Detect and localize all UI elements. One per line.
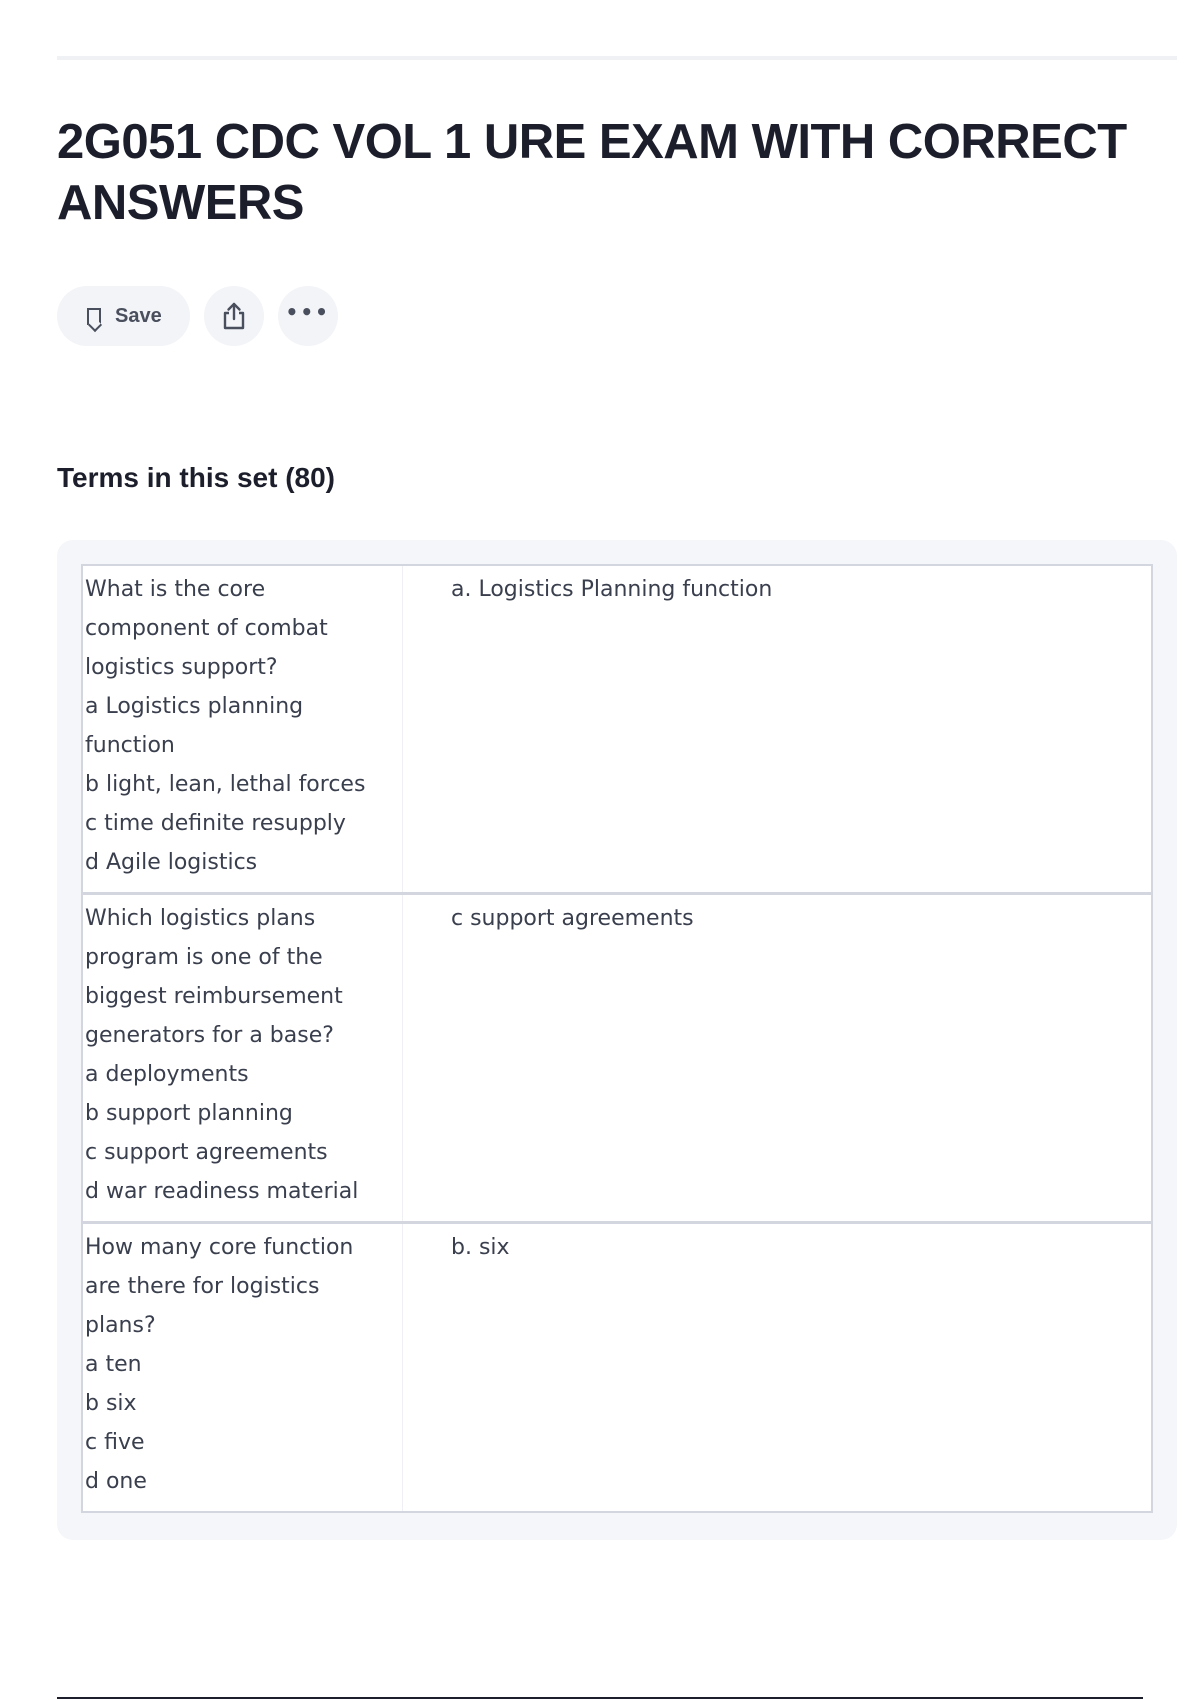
term-row[interactable] [83, 1224, 1151, 1511]
term-line: d one [85, 1469, 147, 1494]
term-row[interactable] [83, 895, 1151, 1224]
terms-table [81, 564, 1153, 1513]
term-answer [403, 1224, 1151, 1511]
answer-text: b. six [451, 1235, 510, 1260]
top-divider [57, 56, 1177, 60]
term-line: a Logistics planning [85, 694, 304, 719]
answer-text: c support agreements [451, 906, 694, 931]
term-answer [403, 566, 1151, 892]
term-line: generators for a base? [85, 1023, 334, 1048]
term-question [83, 566, 403, 892]
share-button[interactable] [204, 286, 264, 346]
save-label: Save [115, 304, 162, 327]
term-line: b support planning [85, 1101, 293, 1126]
term-line: c support agreements [85, 1140, 328, 1165]
terms-card [57, 540, 1177, 1540]
term-question [83, 1224, 403, 1511]
more-options-button[interactable] [278, 286, 338, 346]
term-line: c time definite resupply [85, 811, 346, 836]
term-line: b light, lean, lethal forces [85, 772, 366, 797]
term-line: c five [85, 1430, 145, 1455]
term-line: b six [85, 1391, 137, 1416]
bottom-divider [57, 1697, 1143, 1699]
save-button[interactable] [57, 286, 190, 346]
term-line: biggest reimbursement [85, 984, 343, 1009]
page-title: 2G051 CDC VOL 1 URE EXAM WITH CORRECT ANSWERS [57, 115, 1127, 230]
term-line: How many core function [85, 1235, 354, 1260]
bookmark-icon [87, 308, 101, 325]
share-icon [220, 301, 248, 331]
term-line: Which logistics plans [85, 906, 316, 931]
term-line: program is one of the [85, 945, 323, 970]
term-line: function [85, 733, 175, 758]
term-line: logistics support? [85, 655, 278, 680]
terms-heading: Terms in this set (80) [57, 462, 336, 493]
term-row[interactable] [83, 566, 1151, 895]
term-line: plans? [85, 1313, 156, 1338]
term-line: d Agile logistics [85, 850, 258, 875]
term-line: What is the core [85, 577, 266, 602]
term-question [83, 895, 403, 1221]
term-line: are there for logistics [85, 1274, 320, 1299]
answer-text: a. Logistics Planning function [451, 577, 773, 602]
term-answer [403, 895, 1151, 1221]
term-line: a ten [85, 1352, 142, 1377]
more-options-icon: ••• [285, 300, 330, 324]
term-line: component of combat [85, 616, 328, 641]
action-bar [57, 286, 338, 346]
term-line: a deployments [85, 1062, 249, 1087]
term-line: d war readiness material [85, 1179, 359, 1204]
